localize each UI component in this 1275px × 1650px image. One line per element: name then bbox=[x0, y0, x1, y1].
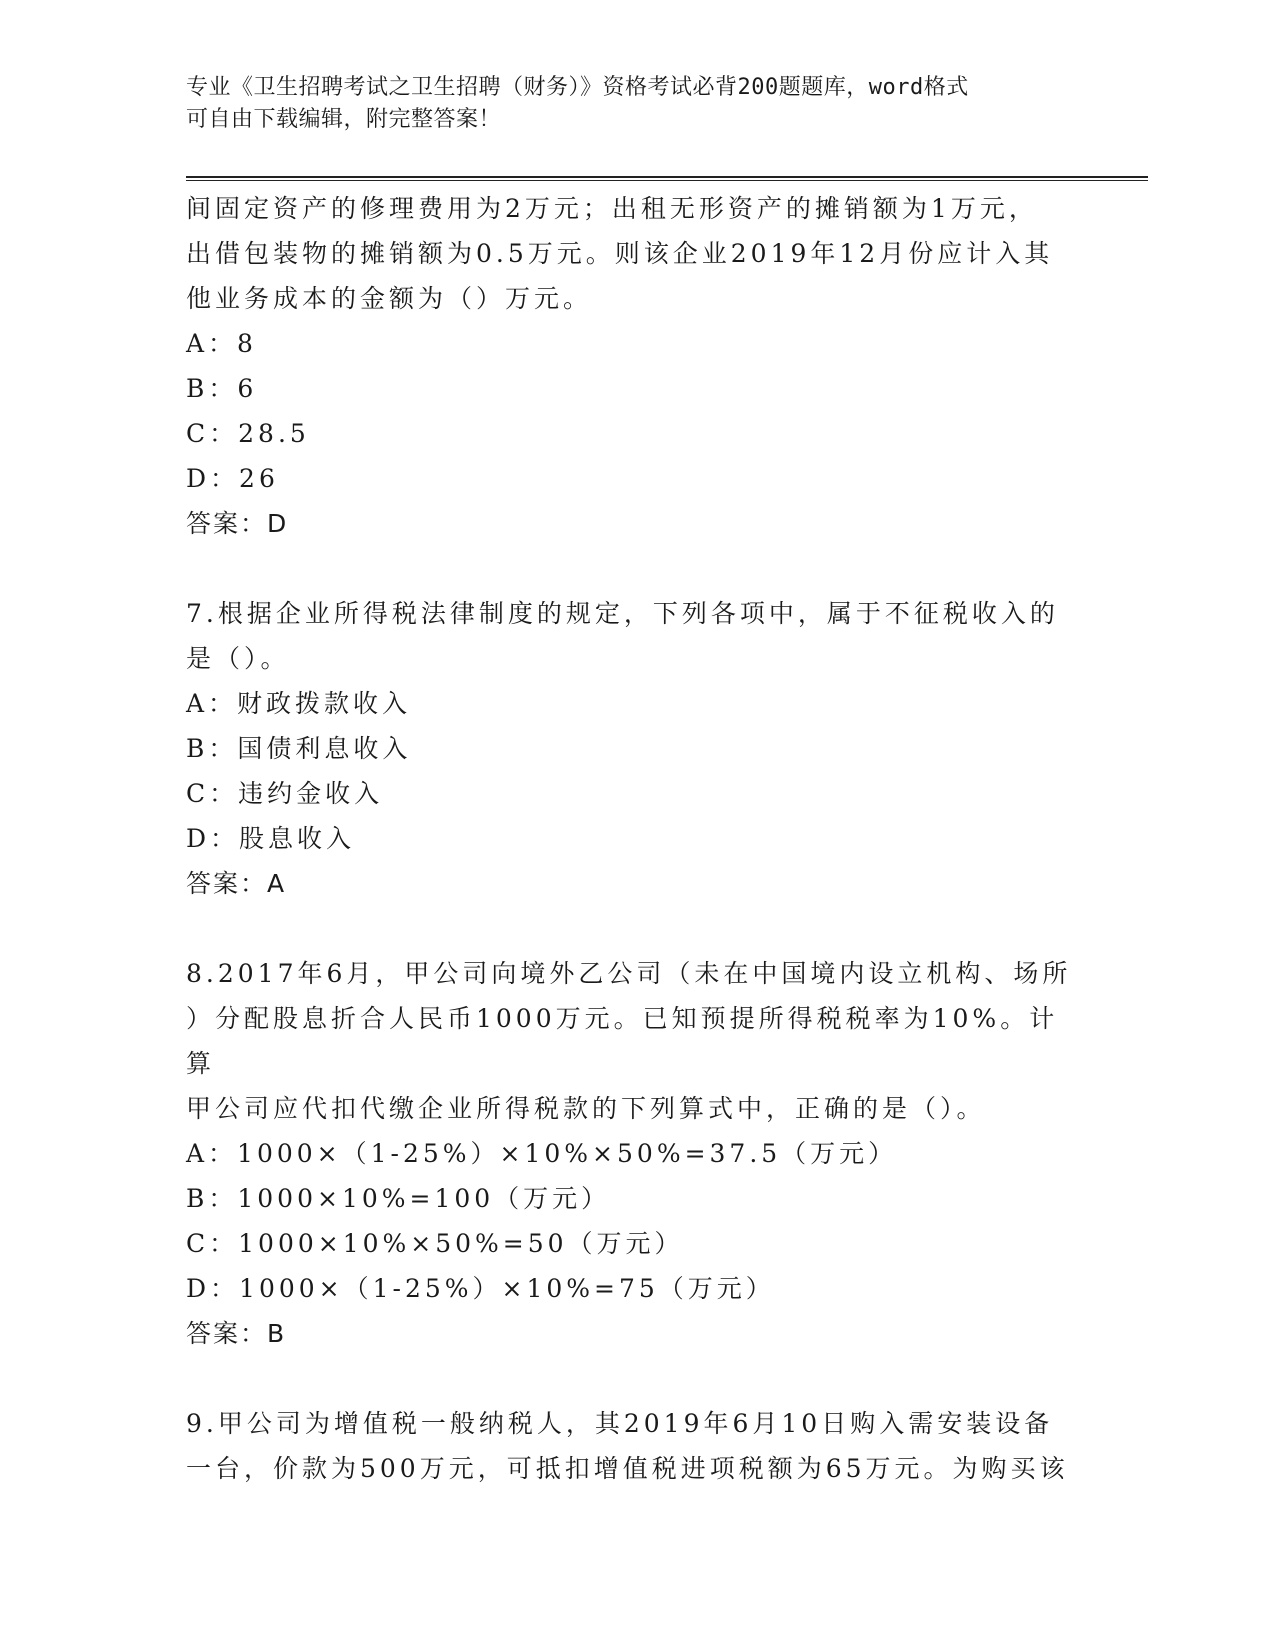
question-text-line: 8.2017年6月，甲公司向境外乙公司（未在中国境内设立机构、场所 bbox=[186, 959, 1072, 988]
question-text-line: 他业务成本的金额为（）万元。 bbox=[186, 284, 593, 313]
document-header bbox=[186, 72, 1066, 136]
option-c: C：28.5 bbox=[186, 419, 310, 448]
question-text-line: 一台，价款为500万元，可抵扣增值税进项税额为65万元。为购买该 bbox=[186, 1454, 1069, 1483]
option-d: D：26 bbox=[186, 464, 279, 493]
option-a: A：1000×（1-25%）×10%×50%=37.5（万元） bbox=[186, 1139, 898, 1168]
question-text-line: 出借包装物的摊销额为0.5万元。则该企业2019年12月份应计入其 bbox=[186, 239, 1054, 268]
option-d: D：1000×（1-25%）×10%=75（万元） bbox=[186, 1274, 775, 1303]
question-8 bbox=[186, 951, 1086, 1356]
question-6 bbox=[186, 186, 1086, 546]
question-text-line: 甲公司应代扣代缴企业所得税款的下列算式中，正确的是（）。 bbox=[186, 1094, 986, 1123]
question-text-line: 9.甲公司为增值税一般纳税人，其2019年6月10日购入需安装设备 bbox=[186, 1409, 1054, 1438]
question-7 bbox=[186, 591, 1086, 906]
option-d: D：股息收入 bbox=[186, 824, 356, 853]
option-a: A：8 bbox=[186, 329, 257, 358]
option-b: B：国债利息收入 bbox=[186, 734, 412, 763]
option-b: B：1000×10%=100（万元） bbox=[186, 1184, 611, 1213]
document-body bbox=[186, 186, 1086, 1491]
option-c: C：1000×10%×50%=50（万元） bbox=[186, 1229, 684, 1258]
option-c: C：违约金收入 bbox=[186, 779, 384, 808]
spacer bbox=[186, 1356, 1086, 1401]
question-text-line: ）分配股息折合人民币1000万元。已知预提所得税税率为10%。计算 bbox=[186, 1004, 1059, 1078]
answer-line: 答案：A bbox=[186, 869, 287, 898]
header-line-2: 可自由下载编辑，附完整答案！ bbox=[186, 107, 502, 132]
answer-line: 答案：B bbox=[186, 1319, 287, 1348]
header-divider bbox=[186, 176, 1148, 181]
option-b: B：6 bbox=[186, 374, 258, 403]
header-line-1: 专业《卫生招聘考试之卫生招聘（财务）》资格考试必背200题题库，word格式 bbox=[186, 75, 969, 100]
question-text-line: 间固定资产的修理费用为2万元；出租无形资产的摊销额为1万元， bbox=[186, 194, 1038, 223]
question-text-line: 7.根据企业所得税法律制度的规定，下列各项中，属于不征税收入的 bbox=[186, 599, 1059, 628]
question-text-line: 是（）。 bbox=[186, 644, 290, 673]
spacer bbox=[186, 546, 1086, 591]
spacer bbox=[186, 906, 1086, 951]
option-a: A：财政拨款收入 bbox=[186, 689, 412, 718]
answer-line: 答案：D bbox=[186, 509, 289, 538]
question-9 bbox=[186, 1401, 1086, 1491]
